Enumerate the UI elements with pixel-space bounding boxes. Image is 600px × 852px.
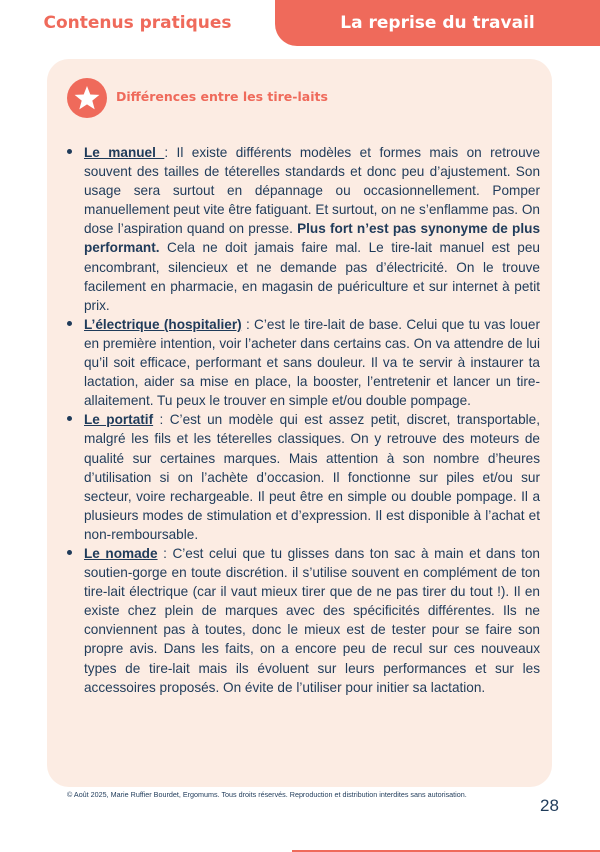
bullet (67, 321, 72, 326)
pump-list (64, 143, 540, 697)
list-item-electric (64, 315, 540, 410)
header-section (0, 0, 275, 46)
item-text: : Il existe différents modèles et formes mais on retrouve souvent des tailles de téterelles standards et donc peu d’ajustement. Son usage sera surtout en dépannage ou occasionnellement. Pomper manuellement peut vite être fatiguant. Et surtout, on ne s’enflamme pas. On dose l’aspiration quand on presse. (84, 145, 540, 237)
bullet (67, 416, 72, 421)
star-badge (67, 78, 107, 118)
header-chapter (275, 0, 600, 46)
header-section-label: Contenus pratiques (43, 13, 232, 33)
list-item-portable (64, 410, 540, 544)
list-item-nomad (64, 544, 540, 697)
term-electric: L’électrique (hospitalier) (84, 316, 242, 332)
page-number: 28 (540, 796, 559, 815)
bullet (67, 149, 72, 154)
list-item-manual (64, 143, 540, 315)
copyright-note: © Août 2025, Marie Ruffier Bourdet, Ergomums. Tous droits réservés. Reproduction et distribution interdites sans autorisation. (67, 790, 467, 799)
item-text: : C’est le tire-lait de base. Celui que tu vas louer en première intention, voir l’acheter dans certains cas. On va attendre de lui qu’il soit efficace, performant et sans douleur. Il va te servir à instaurer ta lactation, aider sa mise en place, la booster, l’entretenir et lancer un tire-allaitement. Tu peux le trouver en simple et/ou double pompage. (84, 316, 540, 409)
bullet (67, 550, 72, 555)
item-emphasis: Plus fort n’est pas synonyme de plus performant. (84, 221, 541, 256)
term-manual: Le manuel (84, 145, 165, 160)
star-icon (73, 84, 101, 112)
item-text: Cela ne doit jamais faire mal. Le tire-lait manuel est peu encombrant, silencieux et ne demande pas d’électricité. On le trouve facilement en pharmacie, en magasin de puériculture et sur internet à petit prix. (84, 240, 540, 313)
term-portable: Le portatif (84, 412, 154, 428)
box-title: Différences entre les tire-laits (116, 89, 328, 104)
item-text: : C’est un modèle qui est assez petit, discret, transportable, malgré les fils et les téterelles classiques. On y retrouve des moteurs de qualité sur certaines marques. Mais attention à son nombre d’heures d’utilisation si on l’achète d’occasion. Il fonctionne sur piles et/ou sur secteur, voire rechargeable. Il peut être en simple ou double pompage. Il a plusieurs modes de stimulation et d’expression. Il est disponible à l’achat et non-remboursable. (84, 412, 540, 542)
item-text: : C’est celui que tu glisses dans ton sac à main et dans ton soutien-gorge en toute discrétion. il s’utilise souvent en complément de ton tire-lait électrique (car il vaut mieux tirer que de ne pas tirer du tout !). Il en existe chez plein de marques avec des spécificités différentes. Ils ne conviennent pas à toutes, donc le mieux est de tester pour se faire son propre avis. Dans les faits, on a encore peu de recul sur ces nouveaux types de tire-lait mais ils évoluent sur leurs performances et sur les accessoires proposés. On évite de l’utiliser pour initier sa lactation. (84, 545, 540, 695)
term-nomad: Le nomade (84, 545, 158, 561)
header-chapter-label: La reprise du travail (340, 13, 535, 33)
